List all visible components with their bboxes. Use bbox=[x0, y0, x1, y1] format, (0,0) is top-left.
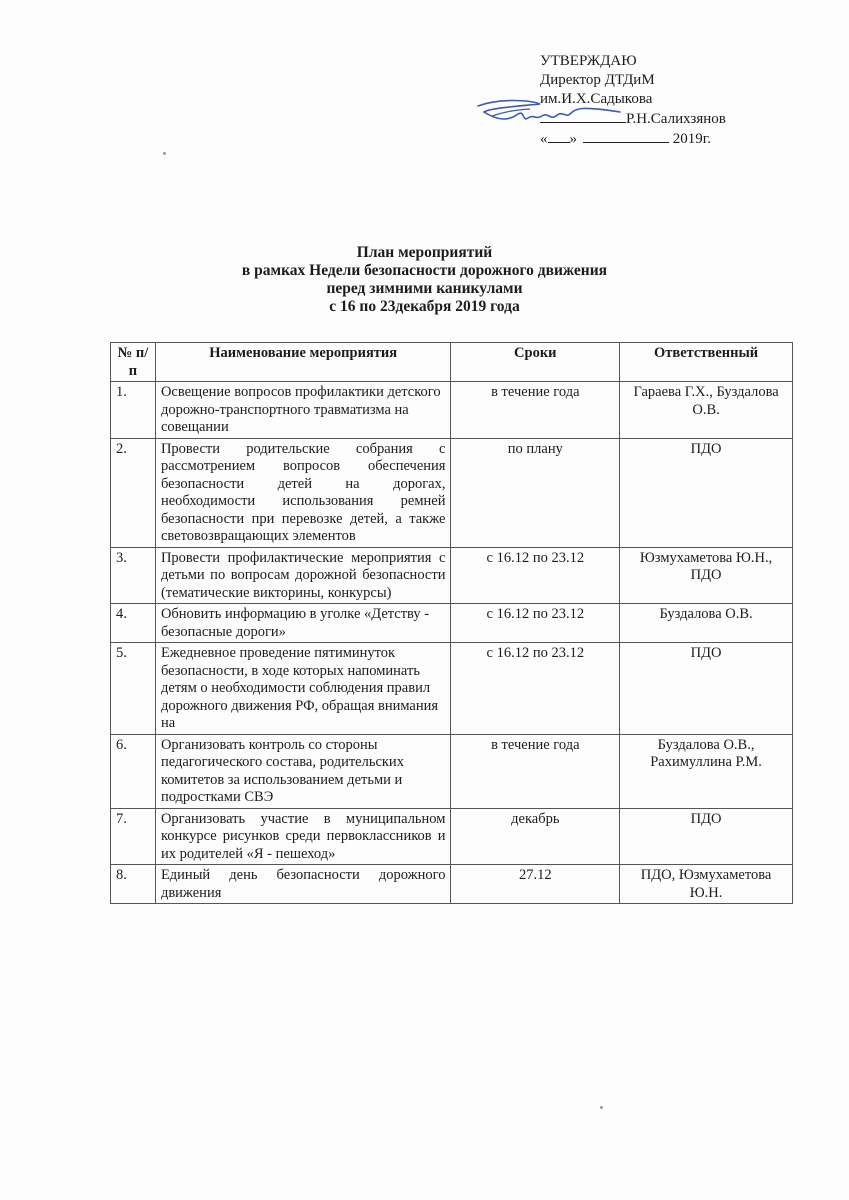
title-line-2: в рамках Недели безопасности дорожного движения bbox=[241, 262, 608, 279]
row-event-name: Провести профилактические мероприятия с детьми по вопросам дорожной безопасности (тематические викторины, конкурсы) bbox=[155, 547, 451, 604]
date-quote-close: » bbox=[569, 131, 577, 147]
row-number: 4. bbox=[111, 604, 156, 643]
row-responsible: ПДО bbox=[620, 808, 793, 865]
approval-organization: им.И.Х.Садыкова bbox=[540, 91, 653, 107]
row-responsible: Юзмухаметова Ю.Н., ПДО bbox=[620, 547, 793, 604]
date-quote-open: « bbox=[540, 131, 548, 147]
approval-date-row bbox=[540, 129, 726, 149]
row-event-name: Ежедневное проведение пятиминуток безопасности, в ходе которых напоминать детям о необходимости соблюдения правил дорожного движения РФ, обращая внимания на bbox=[155, 643, 451, 735]
row-term: в течение года bbox=[451, 382, 620, 439]
row-number: 7. bbox=[111, 808, 156, 865]
row-number: 1. bbox=[111, 382, 156, 439]
table-row bbox=[111, 382, 793, 439]
approval-year: 2019г. bbox=[672, 131, 711, 147]
row-number: 6. bbox=[111, 734, 156, 808]
row-term: с 16.12 по 23.12 bbox=[451, 547, 620, 604]
row-term: с 16.12 по 23.12 bbox=[451, 604, 620, 643]
row-responsible: Буздалова О.В., Рахимуллина Р.М. bbox=[620, 734, 793, 808]
row-event-name: Организовать участие в муниципальном конкурсе рисунков среди первоклассников и их родителей «Я - пешеход» bbox=[155, 808, 451, 865]
row-term: 27.12 bbox=[451, 865, 620, 904]
row-responsible: ПДО, Юзмухаметова Ю.Н. bbox=[620, 865, 793, 904]
events-table bbox=[110, 342, 793, 904]
row-event-name: Единый день безопасности дорожного движения bbox=[155, 865, 451, 904]
row-responsible: Гараева Г.Х., Буздалова О.В. bbox=[620, 382, 793, 439]
approval-signatory: Р.Н.Салихзянов bbox=[626, 111, 726, 127]
table-row bbox=[111, 547, 793, 604]
row-number: 5. bbox=[111, 643, 156, 735]
scan-speck-decoration bbox=[600, 1106, 603, 1109]
header-number: № п/п bbox=[111, 343, 156, 382]
row-term: в течение года bbox=[451, 734, 620, 808]
header-event-name: Наименование мероприятия bbox=[155, 343, 451, 382]
row-event-name: Провести родительские собрания с рассмотрением вопросов обеспечения безопасности детей на дорогах, необходимости использования ремней безопасности при перевозке детей, а также световозвращающих элементов bbox=[155, 438, 451, 547]
row-term: по плану bbox=[451, 438, 620, 547]
header-responsible: Ответственный bbox=[620, 343, 793, 382]
approval-position: Директор ДТДиМ bbox=[540, 72, 655, 88]
table-row bbox=[111, 808, 793, 865]
table-row bbox=[111, 643, 793, 735]
row-responsible: Буздалова О.В. bbox=[620, 604, 793, 643]
scan-speck-decoration bbox=[163, 152, 166, 155]
row-event-name: Обновить информацию в уголке «Детству - безопасные дороги» bbox=[155, 604, 451, 643]
document-title bbox=[0, 244, 849, 316]
title-line-3: перед зимними каникулами bbox=[326, 280, 523, 297]
title-line-4: с 16 по 23декабря 2019 года bbox=[329, 298, 520, 315]
row-event-name: Освещение вопросов профилактики детского дорожно-транспортного травматизма на совещании bbox=[155, 382, 451, 439]
table-header-row bbox=[111, 343, 793, 382]
row-term: с 16.12 по 23.12 bbox=[451, 643, 620, 735]
row-number: 2. bbox=[111, 438, 156, 547]
row-responsible: ПДО bbox=[620, 643, 793, 735]
approval-heading: УТВЕРЖДАЮ bbox=[540, 53, 637, 69]
table-row bbox=[111, 438, 793, 547]
table-row bbox=[111, 604, 793, 643]
row-responsible: ПДО bbox=[620, 438, 793, 547]
handwritten-signature-icon bbox=[470, 92, 630, 132]
row-event-name: Организовать контроль со стороны педагогического состава, родительских комитетов за использованием детьми и подростками СВЭ bbox=[155, 734, 451, 808]
row-number: 8. bbox=[111, 865, 156, 904]
row-number: 3. bbox=[111, 547, 156, 604]
table-row bbox=[111, 734, 793, 808]
table-row bbox=[111, 865, 793, 904]
title-line-1: План мероприятий bbox=[356, 244, 493, 261]
header-term: Сроки bbox=[451, 343, 620, 382]
row-term: декабрь bbox=[451, 808, 620, 865]
